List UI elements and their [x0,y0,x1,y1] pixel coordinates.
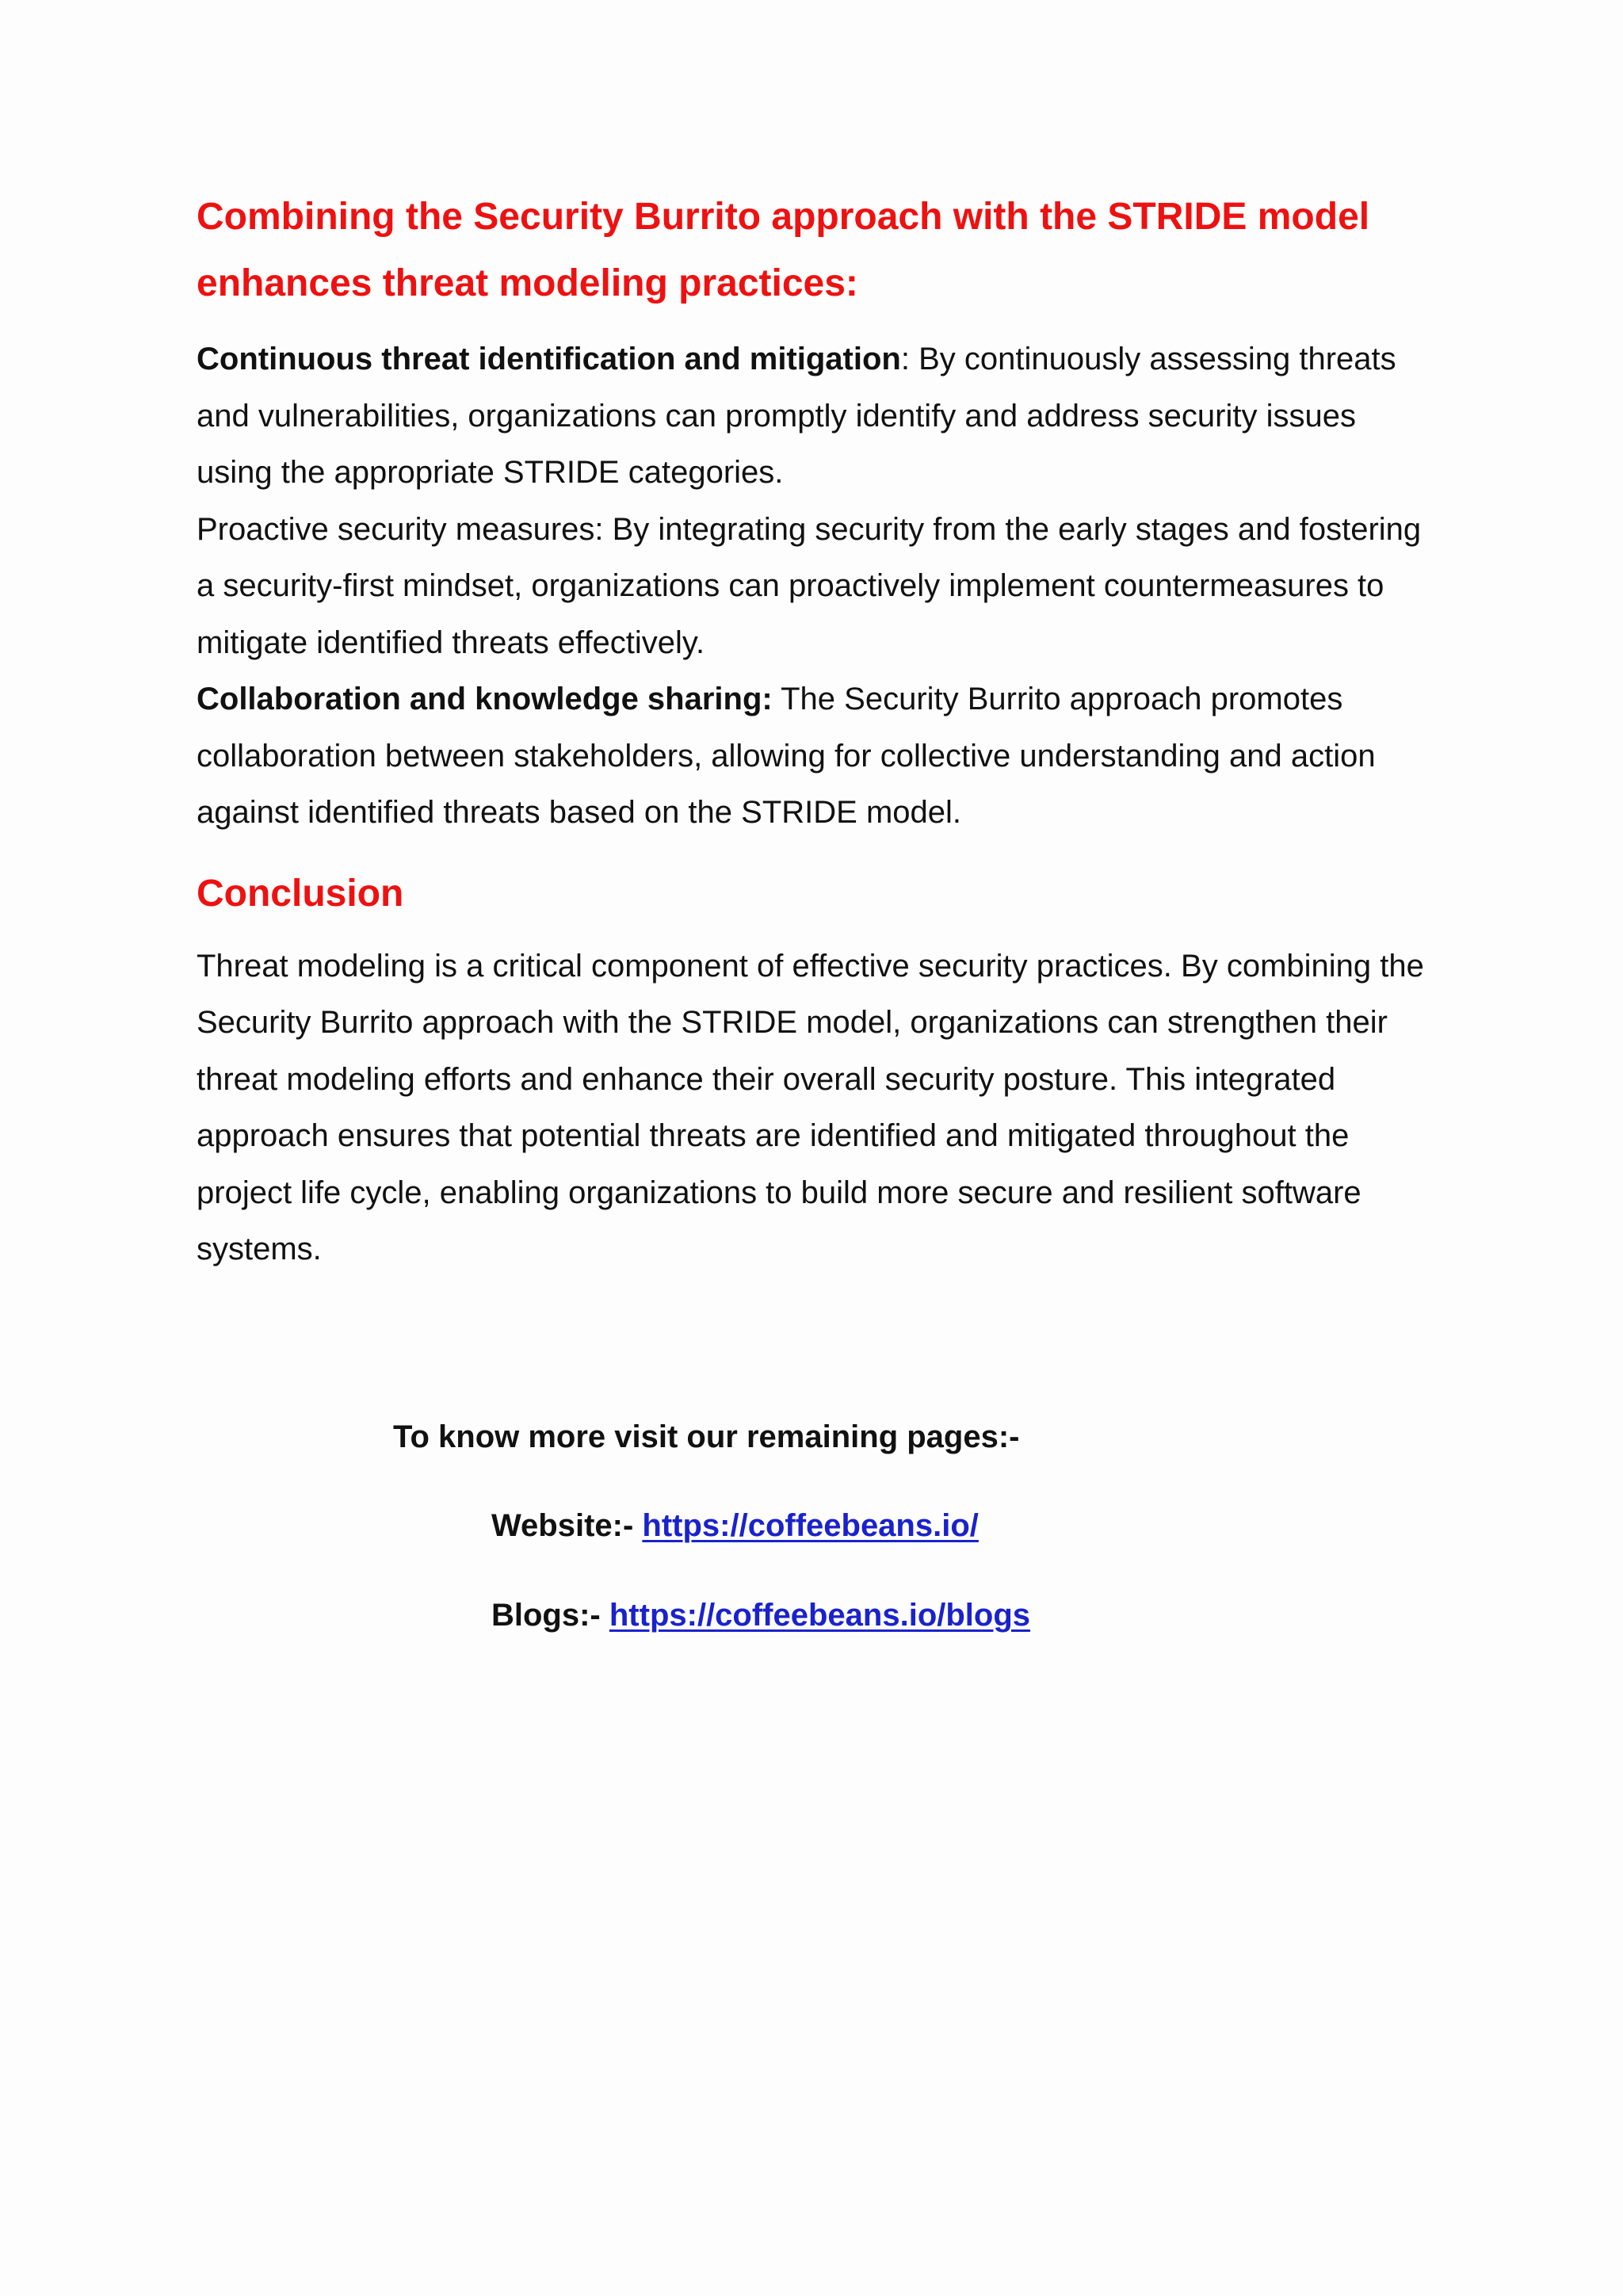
main-content [197,184,1433,1278]
blogs-label: Blogs:- [491,1598,609,1633]
point-title: Collaboration and knowledge sharing: [197,682,773,716]
section-heading: Combining the Security Burrito approach with the STRIDE model enhances threat modeling practices: [197,196,1370,304]
footer-blogs-line [491,1595,1030,1635]
footer-website-line [491,1506,979,1545]
blogs-link[interactable]: https://coffeebeans.io/blogs [609,1598,1031,1633]
point-text: Proactive security measures: By integrating security from the early stages and fostering a security-first mindset, organizations can proactively implement countermeasures to mitigate identified threats effectively. [197,511,1422,660]
website-label: Website:- [491,1508,643,1543]
website-link[interactable]: https://coffeebeans.io/ [642,1508,979,1543]
point-proactive-security [197,502,1433,672]
point-continuous-threat [197,331,1433,502]
point-collaboration [197,671,1433,842]
point-separator: : [900,342,910,376]
points-list [197,331,1433,842]
footer-intro: To know more visit our remaining pages:- [393,1419,1020,1454]
point-text: The Security Burrito approach promotes collaboration between stakeholders, allowing for collective understanding and action against identified threats based on the STRIDE model. [197,682,1376,830]
point-text: By continuously assessing threats and vulnerabilities, organizations can promptly identify and address security issues using the appropriate STRIDE categories. [197,342,1396,490]
point-title: Continuous threat identification and mitigation [197,342,901,376]
conclusion-paragraph: Threat modeling is a critical component of effective security practices. By combining the Security Burrito approach with the STRIDE model, organizations can strengthen their threat modeling efforts and enhance their overall security posture. This integrated approach ensures that potential threats are identified and mitigated throughout the project life cycle, enabling organizations to build more secure and resilient software systems. [197,948,1424,1266]
conclusion-heading: Conclusion [197,872,404,915]
